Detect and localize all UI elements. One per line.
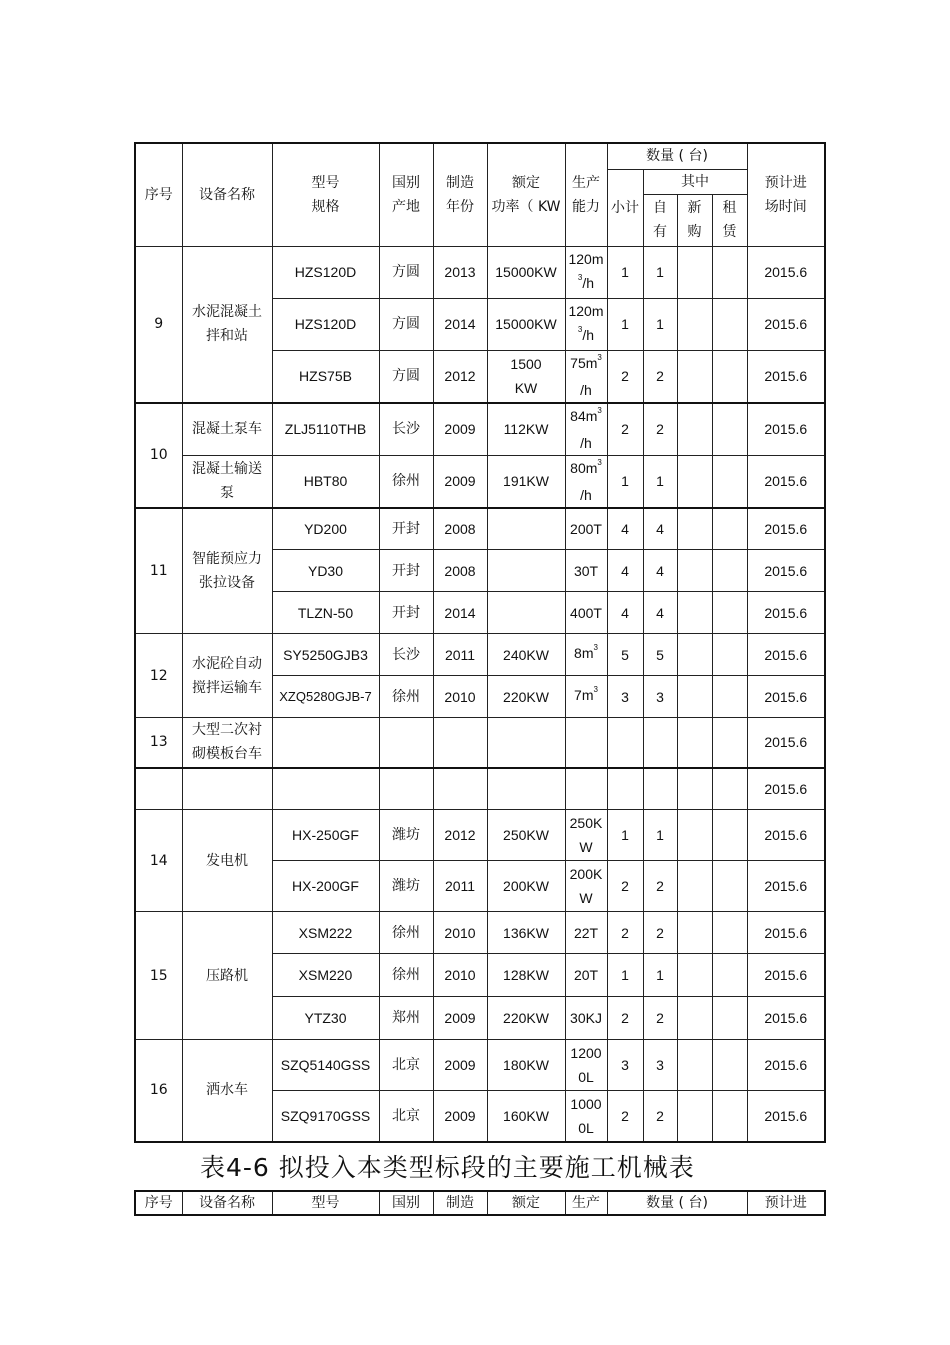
row-power: 250KW — [487, 810, 565, 861]
row-capacity: 30KJ — [565, 997, 607, 1040]
row-origin: 徐州 — [379, 676, 433, 718]
row-name: 发电机 — [182, 810, 272, 912]
row-subtotal: 2 — [607, 912, 643, 954]
row-year: 2014 — [433, 298, 487, 350]
row-model: XZQ5280GJB-7 — [272, 676, 379, 718]
row-arrival: 2015.6 — [747, 455, 825, 508]
row-arrival: 2015.6 — [747, 861, 825, 912]
row-power: 220KW — [487, 997, 565, 1040]
row-model: YD200 — [272, 508, 379, 550]
row-arrival: 2015.6 — [747, 810, 825, 861]
header-among: 其中 — [643, 169, 747, 194]
table-caption: 表4-6 拟投入本类型标段的主要施工机械表 — [200, 1153, 695, 1182]
row-subtotal: 2 — [607, 403, 643, 456]
row-capacity: 120m $^3$/h — [565, 298, 607, 350]
header-capacity: 生产 能力 — [565, 143, 607, 246]
row-year: 2011 — [433, 634, 487, 676]
row-arrival: 2015.6 — [747, 592, 825, 634]
row-name: 水泥砼自动搅拌运输车 — [182, 634, 272, 718]
row-capacity: 20T — [565, 954, 607, 997]
row-name: 大型二次衬砌模板台车 — [182, 718, 272, 768]
row-capacity: $84m^3$ /h — [565, 403, 607, 456]
row-subtotal: 1 — [607, 246, 643, 298]
row-capacity: 200K W — [565, 861, 607, 912]
row-model: YD30 — [272, 550, 379, 592]
row-origin: 开封 — [379, 550, 433, 592]
header-year: 制造 — [433, 1191, 487, 1215]
header-name: 设备名称 — [182, 143, 272, 246]
row-model: SZQ9170GSS — [272, 1091, 379, 1142]
row-capacity: 30T — [565, 550, 607, 592]
row-origin: 方圆 — [379, 350, 433, 403]
next-table-header — [134, 1190, 826, 1216]
row-name: 洒水车 — [182, 1040, 272, 1142]
row-year: 2009 — [433, 997, 487, 1040]
row-capacity: 200T — [565, 508, 607, 550]
row-origin: 长沙 — [379, 403, 433, 456]
row-capacity: $75m^3$ /h — [565, 350, 607, 403]
row-model: SZQ5140GSS — [272, 1040, 379, 1091]
row-own: 1 — [643, 810, 677, 861]
row-year: 2014 — [433, 592, 487, 634]
row-power: 15000KW — [487, 298, 565, 350]
row-seq: 10 — [135, 403, 182, 508]
row-origin: 开封 — [379, 508, 433, 550]
row-arrival: 2015.6 — [747, 403, 825, 456]
row-own: 1 — [643, 298, 677, 350]
row-subtotal: 4 — [607, 550, 643, 592]
row-origin: 开封 — [379, 592, 433, 634]
header-seq: 序号 — [135, 1191, 182, 1215]
row-origin: 徐州 — [379, 912, 433, 954]
row-year: 2009 — [433, 1040, 487, 1091]
row-seq: 16 — [135, 1040, 182, 1142]
header-rent: 租赁 — [712, 194, 747, 246]
row-capacity: $7m^3$ — [565, 676, 607, 718]
row-subtotal: 3 — [607, 676, 643, 718]
row-subtotal: 4 — [607, 592, 643, 634]
row-year: 2013 — [433, 246, 487, 298]
row-subtotal: 5 — [607, 634, 643, 676]
row-seq: 9 — [135, 246, 182, 403]
row-origin: 方圆 — [379, 298, 433, 350]
row-year: 2010 — [433, 912, 487, 954]
row-power: 191KW — [487, 455, 565, 508]
row-own: 2 — [643, 861, 677, 912]
header-origin: 国别 产地 — [379, 143, 433, 246]
row-own: 4 — [643, 592, 677, 634]
row-model: HBT80 — [272, 455, 379, 508]
row-seq: 12 — [135, 634, 182, 718]
row-name: 智能预应力张拉设备 — [182, 508, 272, 634]
row-capacity: 1000 0L — [565, 1091, 607, 1142]
row-capacity: 1200 0L — [565, 1040, 607, 1091]
header-model: 型号 — [272, 1191, 379, 1215]
row-subtotal: 2 — [607, 1091, 643, 1142]
row-subtotal: 2 — [607, 861, 643, 912]
row-capacity: $8m^3$ — [565, 634, 607, 676]
row-year: 2010 — [433, 676, 487, 718]
row-model: HZS120D — [272, 298, 379, 350]
header-qty: 数量 ( 台) — [607, 1191, 747, 1215]
header-arrival: 预计进 — [747, 1191, 825, 1215]
row-power: 200KW — [487, 861, 565, 912]
row-power: 180KW — [487, 1040, 565, 1091]
row-origin: 北京 — [379, 1040, 433, 1091]
row-year: 2012 — [433, 810, 487, 861]
row-subtotal: 4 — [607, 508, 643, 550]
row-model: HZS120D — [272, 246, 379, 298]
row-year: 2010 — [433, 954, 487, 997]
row-power: 112KW — [487, 403, 565, 456]
equipment-table — [134, 142, 826, 1143]
row-power: 136KW — [487, 912, 565, 954]
header-qty: 数量 ( 台) — [607, 143, 747, 169]
header-new: 新购 — [677, 194, 712, 246]
row-capacity: 22T — [565, 912, 607, 954]
row-subtotal: 1 — [607, 298, 643, 350]
row-own: 1 — [643, 455, 677, 508]
row-year: 2012 — [433, 350, 487, 403]
row-power: 15000KW — [487, 246, 565, 298]
row-seq: 14 — [135, 810, 182, 912]
row-subtotal: 2 — [607, 350, 643, 403]
row-own: 4 — [643, 508, 677, 550]
row-model: HX-200GF — [272, 861, 379, 912]
row-arrival: 2015.6 — [747, 550, 825, 592]
row-origin: 徐州 — [379, 455, 433, 508]
header-origin: 国别 — [379, 1191, 433, 1215]
row-own: 5 — [643, 634, 677, 676]
row-arrival: 2015.6 — [747, 298, 825, 350]
row-origin: 郑州 — [379, 997, 433, 1040]
row-own: 1 — [643, 246, 677, 298]
row-year: 2009 — [433, 403, 487, 456]
row-name: 混凝土输送泵 — [182, 455, 272, 508]
row-power: 220KW — [487, 676, 565, 718]
row-own: 3 — [643, 1040, 677, 1091]
row-arrival: 2015.6 — [747, 768, 825, 810]
row-origin: 潍坊 — [379, 861, 433, 912]
row-model: XSM220 — [272, 954, 379, 997]
header-subtotal: 小计 — [607, 169, 643, 246]
row-own: 1 — [643, 954, 677, 997]
header-own: 自有 — [643, 194, 677, 246]
row-name: 水泥混凝土拌和站 — [182, 246, 272, 403]
row-seq: 13 — [135, 718, 182, 768]
row-arrival: 2015.6 — [747, 912, 825, 954]
row-origin: 徐州 — [379, 954, 433, 997]
header-arrival: 预计进 场时间 — [747, 143, 825, 246]
row-seq: 15 — [135, 912, 182, 1040]
row-year: 2009 — [433, 1091, 487, 1142]
row-power: 1500 KW — [487, 350, 565, 403]
row-capacity: 250K W — [565, 810, 607, 861]
row-name: 混凝土泵车 — [182, 403, 272, 456]
row-model: TLZN-50 — [272, 592, 379, 634]
row-subtotal: 1 — [607, 810, 643, 861]
row-own: 2 — [643, 912, 677, 954]
row-own: 4 — [643, 550, 677, 592]
row-arrival: 2015.6 — [747, 350, 825, 403]
row-power: 240KW — [487, 634, 565, 676]
row-power: 160KW — [487, 1091, 565, 1142]
row-capacity: 120m $^3$/h — [565, 246, 607, 298]
row-subtotal: 3 — [607, 1040, 643, 1091]
row-own: 2 — [643, 403, 677, 456]
header-year: 制造 年份 — [433, 143, 487, 246]
row-year: 2008 — [433, 550, 487, 592]
row-year: 2011 — [433, 861, 487, 912]
row-subtotal: 1 — [607, 954, 643, 997]
row-model: HZS75B — [272, 350, 379, 403]
header-power: 额定 — [487, 1191, 565, 1215]
row-name: 压路机 — [182, 912, 272, 1040]
row-subtotal: 2 — [607, 997, 643, 1040]
row-year: 2009 — [433, 455, 487, 508]
row-arrival: 2015.6 — [747, 508, 825, 550]
row-arrival: 2015.6 — [747, 1040, 825, 1091]
row-subtotal: 1 — [607, 455, 643, 508]
header-capacity: 生产 — [565, 1191, 607, 1215]
header-model: 型号 规格 — [272, 143, 379, 246]
row-arrival: 2015.6 — [747, 634, 825, 676]
row-arrival: 2015.6 — [747, 246, 825, 298]
row-arrival: 2015.6 — [747, 954, 825, 997]
row-capacity: $80m^3$ /h — [565, 455, 607, 508]
row-model: SY5250GJB3 — [272, 634, 379, 676]
row-model: HX-250GF — [272, 810, 379, 861]
row-model: YTZ30 — [272, 997, 379, 1040]
row-year: 2008 — [433, 508, 487, 550]
row-own: 2 — [643, 350, 677, 403]
row-own: 2 — [643, 997, 677, 1040]
row-arrival: 2015.6 — [747, 676, 825, 718]
row-origin: 方圆 — [379, 246, 433, 298]
row-arrival: 2015.6 — [747, 997, 825, 1040]
row-origin: 北京 — [379, 1091, 433, 1142]
row-origin: 潍坊 — [379, 810, 433, 861]
row-own: 2 — [643, 1091, 677, 1142]
row-origin: 长沙 — [379, 634, 433, 676]
row-power: 128KW — [487, 954, 565, 997]
row-own: 3 — [643, 676, 677, 718]
row-seq: 11 — [135, 508, 182, 634]
header-seq: 序号 — [135, 143, 182, 246]
row-arrival: 2015.6 — [747, 718, 825, 768]
row-model: XSM222 — [272, 912, 379, 954]
row-arrival: 2015.6 — [747, 1091, 825, 1142]
row-model: ZLJ5110THB — [272, 403, 379, 456]
header-name: 设备名称 — [182, 1191, 272, 1215]
row-capacity: 400T — [565, 592, 607, 634]
header-power: 额定 功率（ KW — [487, 143, 565, 246]
